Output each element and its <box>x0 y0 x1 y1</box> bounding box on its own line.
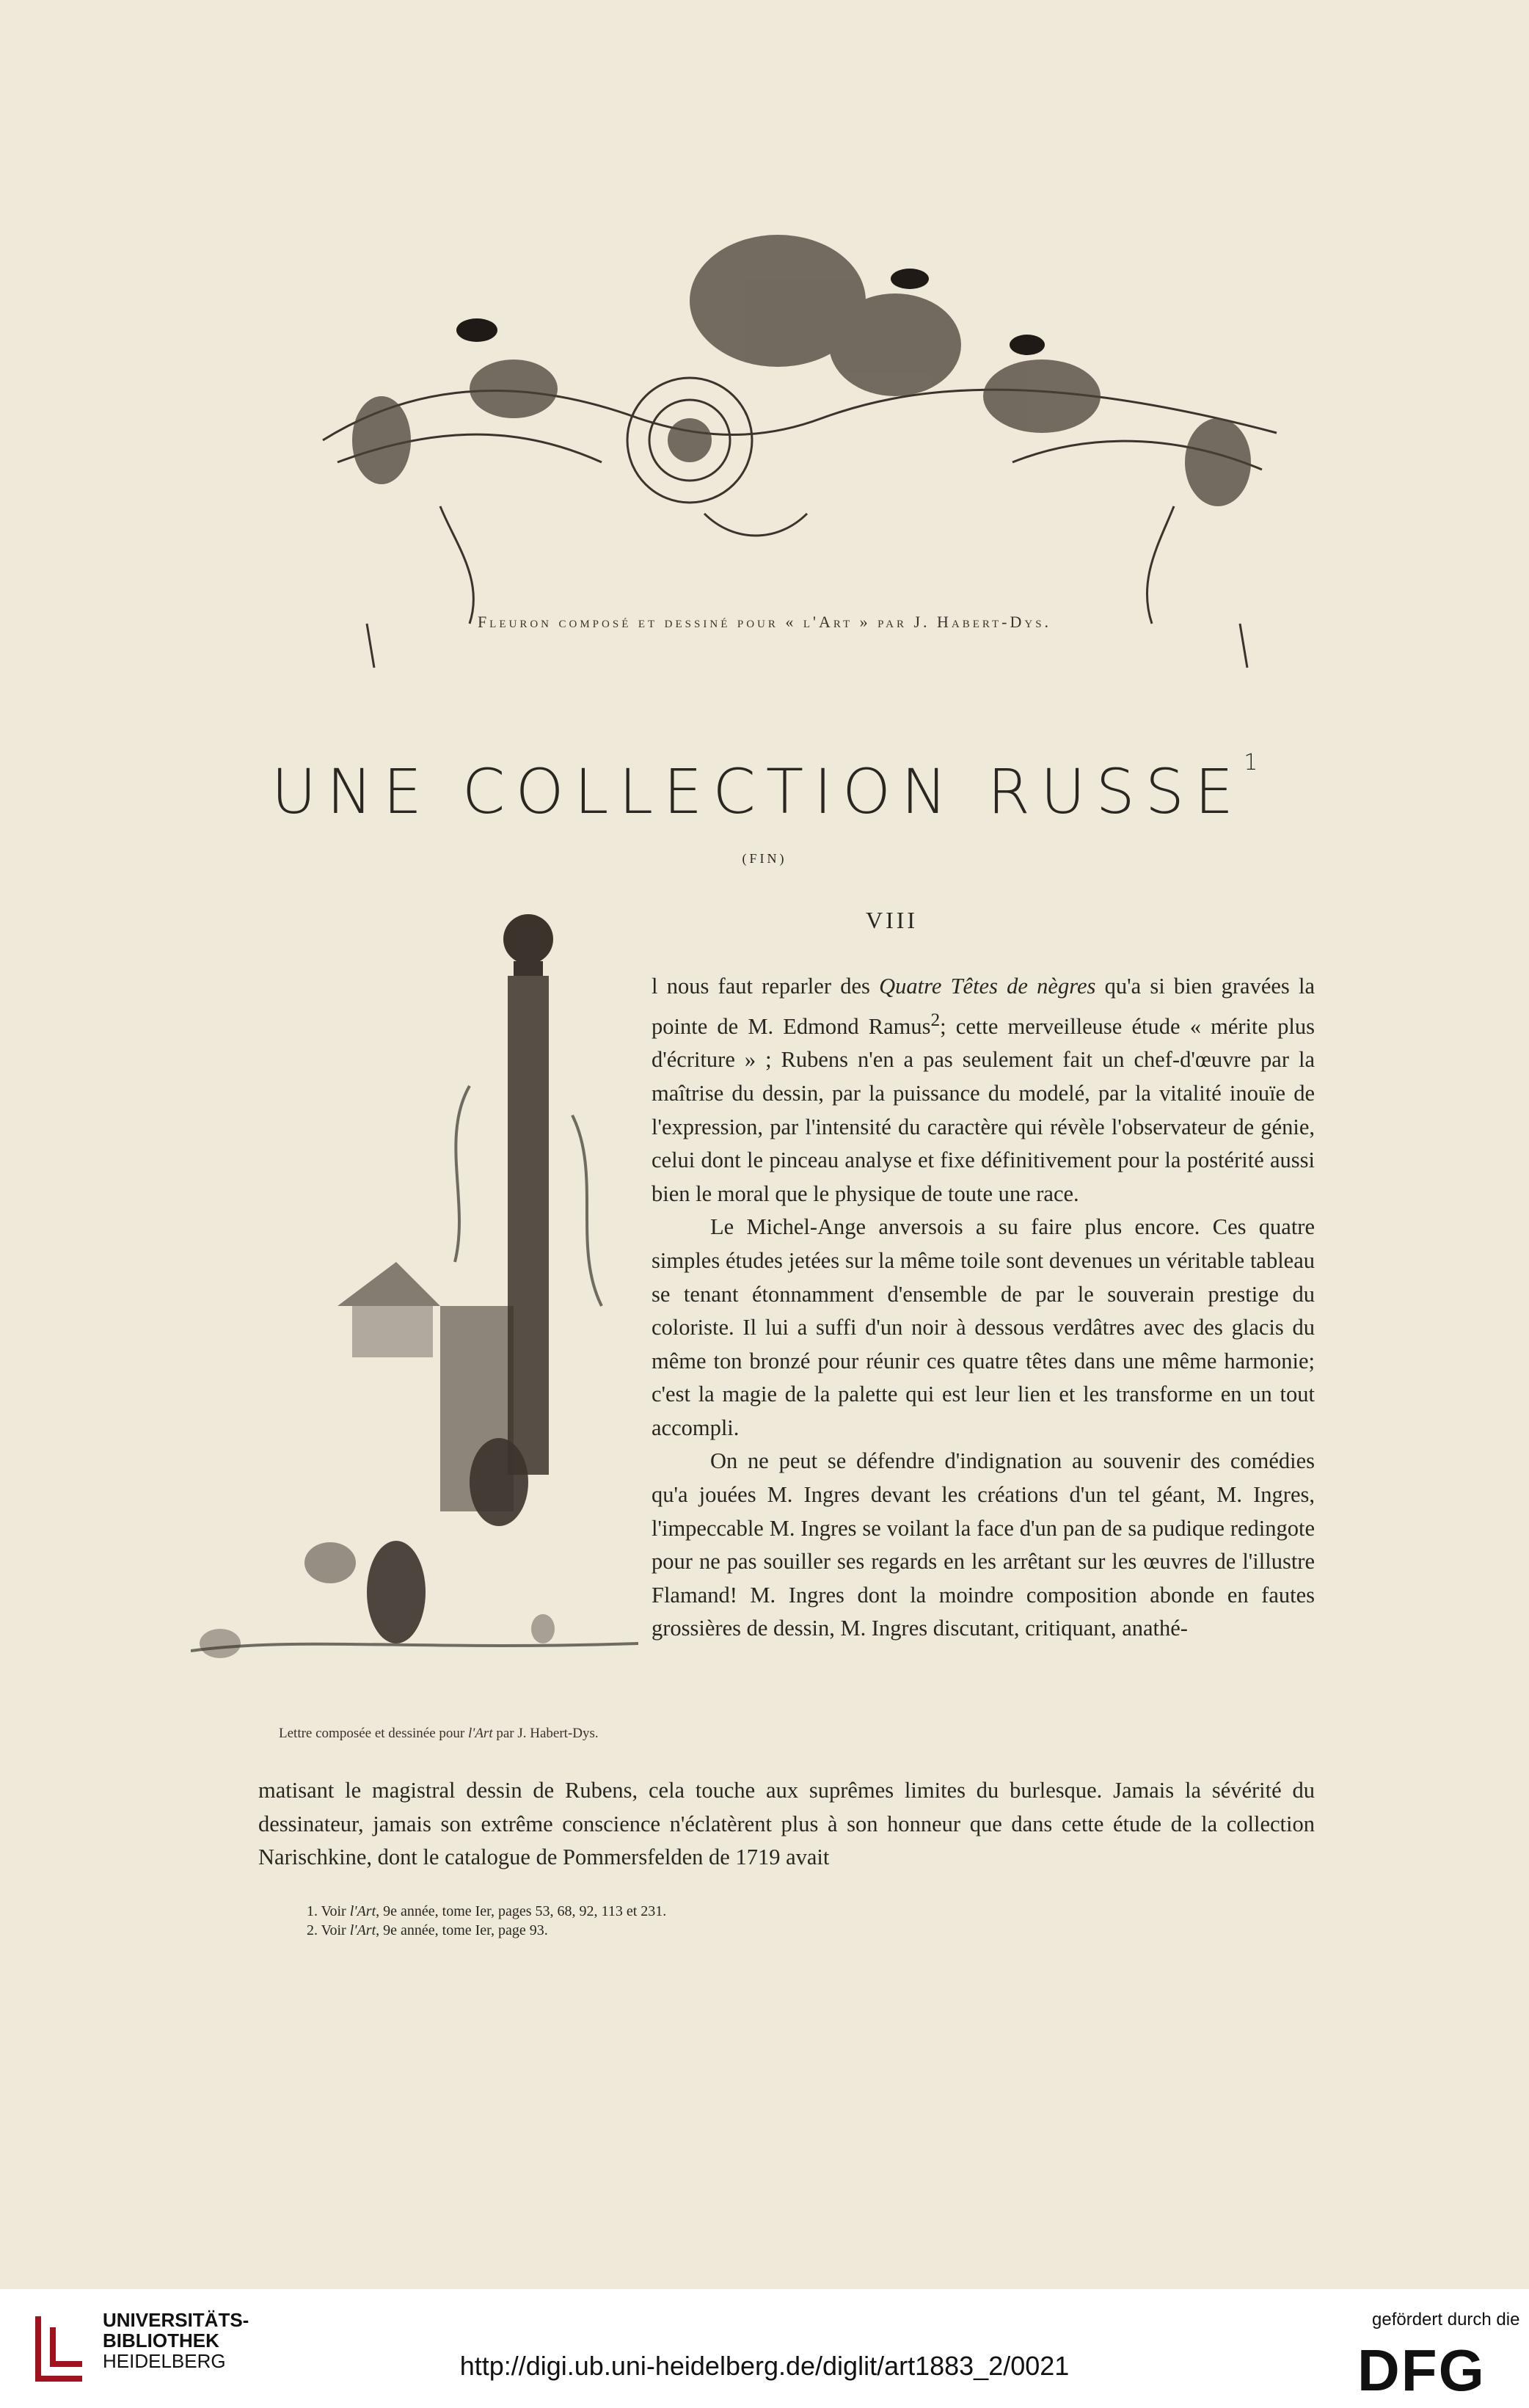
footnote-2-pre: 2. Voir <box>307 1922 350 1938</box>
lettrine-caption-italic: l'Art <box>467 1726 493 1741</box>
p1-italic: Quatre Têtes de nègres <box>879 974 1096 999</box>
lettrine-caption-post: par J. Habert-Dys. <box>492 1726 599 1741</box>
footnote-2-italic: l'Art <box>349 1922 376 1938</box>
section-number: VIII <box>866 907 919 933</box>
ub-line-1: UNIVERSITÄTS- <box>103 2309 249 2331</box>
paragraph-3-continuation: matisant le magistral dessin de Rubens, cela touche aux suprêmes limites du burlesque. Jamais la sévérité du dessinateur, jamais son extrême conscience n'éclatèrent plus à son honneur que dans cette étude de la collection Narischkine, dont le catalogue de Pommersfelden de 1719 avait <box>258 1778 1315 1870</box>
article-column <box>652 970 1315 1646</box>
lettrine-caption-pre: Lettre composée et dessinée pour <box>279 1726 468 1741</box>
ub-line-3: HEIDELBERG <box>103 2350 226 2372</box>
footnote-1-post: , 9e année, tome Ier, pages 53, 68, 92, 113 et 231. <box>376 1903 667 1919</box>
title-footnote-ref: 1 <box>1244 750 1258 776</box>
dfg-logo: DFG <box>1357 2338 1486 2403</box>
ub-line-2: BIBLIOTHEK <box>103 2329 219 2352</box>
paragraph-2: Le Michel-Ange anversois a su faire plus encore. Ces quatre simples études jetées sur la même toile sont devenues un véritable tableau se tenant étonnamment d'ensemble de par le souverain prestige du coloriste. Il lui a suffi d'un noir à dessous verdâtres avec des glacis du même ton bronzé pour réunir ces quatre têtes dans une même harmonie; c'est la magie de la palette qui est leur lien et les transforme en un tout accompli. <box>652 1214 1315 1440</box>
title-text: UNE COLLECTION RUSSE <box>271 756 1244 828</box>
footnote-2-post: , 9e année, tome Ier, page 93. <box>376 1922 548 1938</box>
dfg-label: gefördert durch die <box>1372 2310 1520 2329</box>
p1-text-b: qu'a si bien gravées la pointe de M. Edmond Ramus <box>652 974 1315 1039</box>
paragraph-1 <box>652 970 1315 1211</box>
p1-text-a: l nous faut reparler des <box>652 974 880 999</box>
page-title <box>0 750 1529 828</box>
footnotes <box>307 1902 666 1940</box>
p1-footnote-ref: 2 <box>930 1009 941 1030</box>
footnote-1-italic: l'Art <box>349 1903 376 1919</box>
subtitle: (FIN) <box>742 851 787 866</box>
fleuron-illustration <box>293 198 1306 682</box>
paragraph-3: On ne peut se défendre d'indignation au souvenir des comédies qu'a jouées M. Ingres devant les créations d'un tel géant, M. Ingres, l'impeccable M. Ingres se voilant la face d'un pan de sa pudique redingote pour ne pas souiller ses regards en les arrêtant sur les œuvres de l'illustre Flamand! M. Ingres dont la moindre composition abonde en fautes grossières de dessin, M. Ingres discutant, critiquant, anathé- <box>652 1448 1315 1641</box>
lettrine-illustration <box>191 895 638 1717</box>
footnote-1-pre: 1. Voir <box>307 1903 350 1919</box>
fleuron-caption: Fleuron composé et dessiné pour « l'Art » par J. Habert-Dys. <box>477 613 1052 631</box>
footnote-1 <box>307 1902 666 1921</box>
p1-text-c: ; cette merveilleuse étude « mérite plus d'écriture » ; Rubens n'en a pas seulement fait un chef-d'œuvre par la maîtrise du dessin, par la puissance du modelé, par la vitalité inouïe de l'expression, par l'intensité du caractère qui révèle l'observateur de génie, celui dont le pinceau analyse et fixe définitivement pour la postérité aussi bien le moral que le physique de toute une race. <box>652 1013 1315 1206</box>
footnote-2 <box>307 1921 666 1940</box>
source-url[interactable]: http://digi.ub.uni-heidelberg.de/diglit/art1883_2/0021 <box>459 2351 1070 2381</box>
lettrine-caption <box>279 1726 599 1742</box>
